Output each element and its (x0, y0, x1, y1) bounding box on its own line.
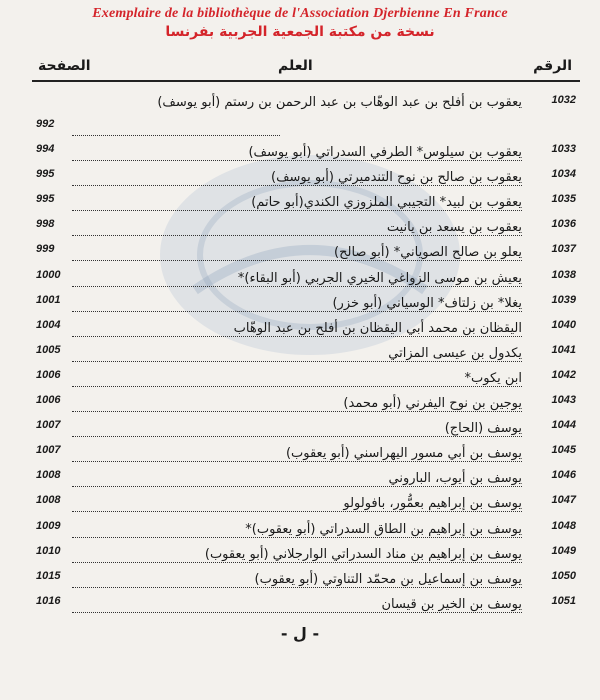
index-entries (0, 92, 600, 618)
entry-number: 1037 (551, 243, 576, 256)
entry-name: يوسف (الحاج) (444, 421, 522, 437)
index-entry-row (0, 92, 600, 140)
entry-number: 1045 (551, 444, 576, 457)
entry-page: 998 (36, 218, 55, 231)
dotted-leader (72, 160, 522, 161)
entry-page: 999 (36, 243, 55, 256)
index-entry-row (0, 191, 600, 215)
entry-name: يعقوب بن سيلوس* الطرفي السدراتي (أبو يوسف) (248, 145, 522, 161)
entry-page: 1005 (36, 343, 61, 356)
dotted-leader (72, 587, 522, 588)
index-entry-row (0, 417, 600, 441)
index-entry-row (0, 241, 600, 265)
entry-name: يكدول بن عيسى المزاتي (388, 345, 522, 361)
entry-page: 1015 (36, 569, 61, 582)
library-header-arabic: نسخة من مكتبة الجمعية الجربية بفرنسا (165, 24, 435, 40)
entry-page: 1006 (36, 368, 61, 381)
entry-number: 1049 (551, 544, 576, 557)
entry-number: 1041 (551, 343, 576, 356)
entry-page: 1008 (36, 494, 61, 507)
entry-name: يعقوب بن أفلح بن عبد الوهّاب بن عبد الرحمن بن رستم (أبو يوسف) (157, 95, 522, 110)
dotted-leader (72, 235, 522, 236)
dotted-leader (72, 286, 522, 287)
entry-number: 1043 (551, 394, 576, 407)
dotted-leader (72, 562, 522, 563)
entry-number: 1047 (551, 494, 576, 507)
entry-page: 992 (36, 118, 55, 130)
entry-page: 1009 (36, 519, 61, 532)
index-entry-row (0, 492, 600, 516)
index-entry-row (0, 518, 600, 542)
entry-page: 1010 (36, 544, 61, 557)
entry-number: 1040 (551, 318, 576, 331)
entry-number: 1051 (551, 594, 576, 607)
entry-name: يعلو بن صالح الصوياني* (أبو صالح) (334, 245, 522, 261)
index-entry-row (0, 593, 600, 617)
column-header-number: الرقم (533, 58, 572, 74)
library-header-french: Exemplaire de la bibliothèque de l'Association Djerbienne En France (92, 6, 508, 21)
entry-number: 1048 (551, 519, 576, 532)
index-entry-row (0, 392, 600, 416)
entry-number: 1036 (551, 218, 576, 231)
dotted-leader (72, 260, 522, 261)
index-entry-row (0, 442, 600, 466)
index-entry-row (0, 543, 600, 567)
entry-name: يوسف بن أبي مسور اليهراسني (أبو يعقوب) (285, 446, 522, 462)
entry-page: 995 (36, 168, 55, 181)
column-header-page: الصفحة (38, 58, 91, 74)
index-entry-row (0, 267, 600, 291)
dotted-leader (72, 336, 522, 337)
column-headers (32, 58, 580, 82)
entry-page: 995 (36, 193, 55, 206)
entry-name: ابن يكوب* (464, 370, 522, 386)
dotted-leader (72, 461, 522, 462)
entry-number: 1044 (551, 419, 576, 432)
entry-name: يوجين بن نوح اليفرني (أبو محمد) (343, 396, 522, 412)
index-entry-row (0, 568, 600, 592)
entry-name: يوسف بن أيوب، الباروني (388, 471, 522, 487)
entry-name: اليقظان بن محمد أبي اليقظان بن أفلح بن عبد الوهّاب (233, 320, 522, 336)
entry-page: 1006 (36, 394, 61, 407)
entry-number: 1046 (551, 469, 576, 482)
entry-page: 1008 (36, 469, 61, 482)
entry-page: 1000 (36, 268, 61, 281)
entry-page: 1004 (36, 318, 61, 331)
dotted-leader (72, 411, 522, 412)
entry-name: يعيش بن موسى الزواغي الخيري الجربي (أبو البقاء)* (237, 270, 522, 286)
entry-name: يعقوب بن يسعد بن يانيت (386, 220, 522, 236)
entry-page: 994 (36, 143, 55, 156)
dotted-leader (72, 361, 522, 362)
index-entry-row (0, 292, 600, 316)
entry-page: 1016 (36, 594, 61, 607)
page-marker: - ل - (280, 624, 320, 643)
dotted-leader (72, 185, 522, 186)
entry-number: 1039 (551, 293, 576, 306)
entry-number: 1035 (551, 193, 576, 206)
entry-number: 1033 (551, 143, 576, 156)
entry-name: يعقوب بن لبيد* التجيبي الملزوزي الكندي(أبو حاتم) (251, 195, 522, 211)
dotted-leader (72, 537, 522, 538)
entry-name: يوسف بن إبراهيم بن مناد السدراتي الوارجلاني (أبو يعقوب) (204, 546, 522, 562)
dotted-leader (72, 210, 522, 211)
entry-name: يعقوب بن صالح بن نوح التندميرتي (أبو يوسف) (271, 170, 522, 186)
entry-number: 1038 (551, 268, 576, 281)
index-entry-row (0, 166, 600, 190)
dotted-leader (72, 436, 522, 437)
column-header-name: العلم (278, 58, 313, 74)
entry-number: 1042 (551, 368, 576, 381)
entry-page: 1007 (36, 419, 61, 432)
entry-page: 1007 (36, 444, 61, 457)
dotted-leader (72, 135, 280, 136)
entry-page: 1001 (36, 293, 61, 306)
index-entry-row (0, 141, 600, 165)
entry-number: 1050 (551, 569, 576, 582)
index-entry-row (0, 216, 600, 240)
index-entry-row (0, 467, 600, 491)
dotted-leader (72, 486, 522, 487)
index-entry-row (0, 342, 600, 366)
entry-number: 1032 (551, 94, 576, 106)
entry-name: يوسف بن إبراهيم بعمُّور، بافولولو (343, 496, 522, 512)
entry-name: يوسف بن إبراهيم بن الطاق السدراتي (أبو يعقوب)* (245, 521, 522, 537)
entry-name: يغلا* بن زلتاف* الوسياني (أبو خزر) (332, 295, 522, 311)
dotted-leader (72, 386, 522, 387)
index-entry-row (0, 317, 600, 341)
dotted-leader (72, 511, 522, 512)
index-entry-row (0, 367, 600, 391)
entry-name: يوسف بن الخير بن قيسان (381, 596, 522, 612)
entry-number: 1034 (551, 168, 576, 181)
dotted-leader (72, 311, 522, 312)
dotted-leader (72, 612, 522, 613)
entry-name: يوسف بن إسماعيل بن محمّد التناوتي (أبو يعقوب) (254, 571, 522, 587)
